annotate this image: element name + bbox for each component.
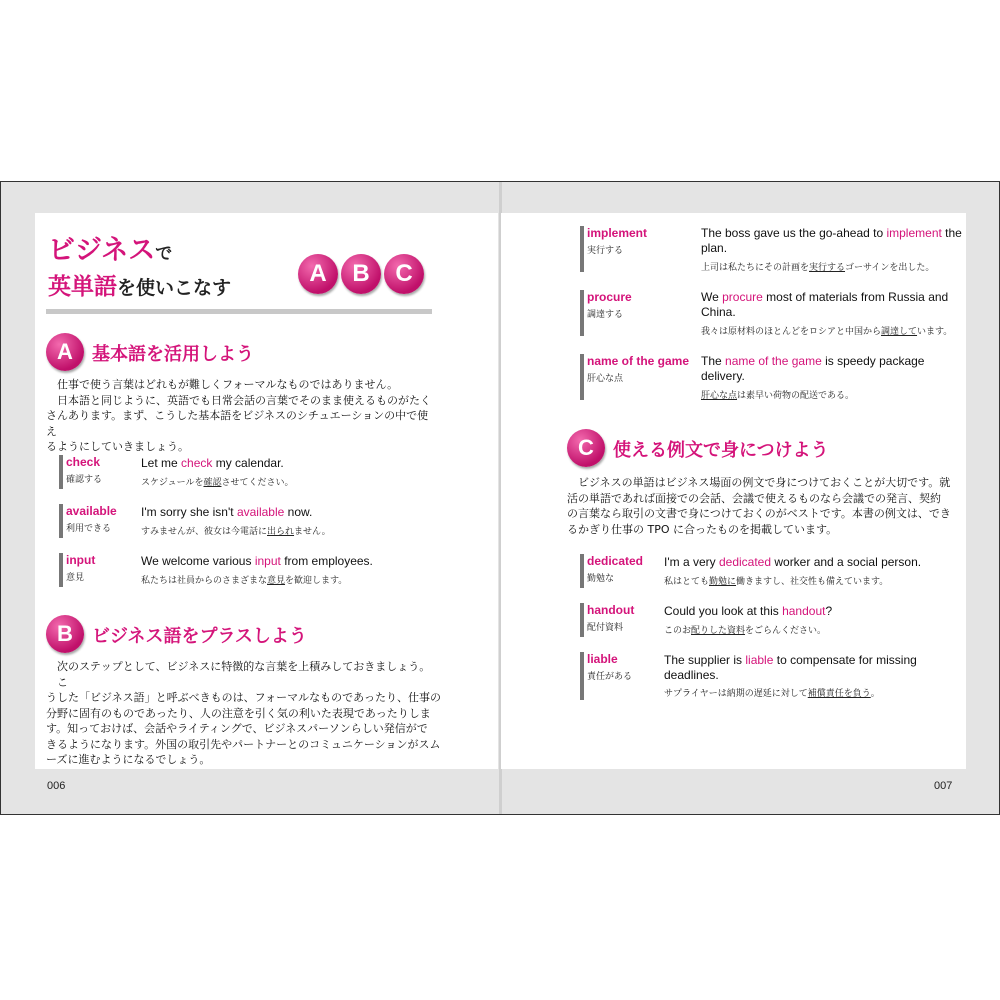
entry-meaning: 利用できる [66, 524, 112, 534]
example-text: my calendar. [212, 456, 284, 470]
entry-word: dedicated [587, 554, 644, 568]
example-highlight: handout [782, 604, 826, 618]
example-ja-text: 働きますし、社交性も備えています。 [736, 577, 889, 587]
entry-bar [59, 553, 63, 587]
entry-example-en [141, 505, 441, 520]
example-text: is speedy package delivery. [701, 354, 925, 383]
example-ja-underline: 実行する [809, 263, 846, 273]
para-line: 活の単語であれば面接での会話、会議で使えるものなら会議での発言、契約 [567, 491, 941, 505]
example-ja-underline: 調達して [881, 327, 918, 337]
example-ja-text: を歓迎します。 [285, 576, 348, 586]
entry-example-ja [141, 524, 331, 537]
entry-example-ja [141, 475, 294, 488]
entry-word: implement [587, 226, 648, 240]
para-line: 仕事で使う言葉はどれもが難しくフォーマルなものではありません。 [57, 378, 399, 391]
section-b-title: ビジネス語をプラスしよう [92, 626, 307, 647]
entry-meaning: 確認する [66, 475, 103, 485]
entry-meaning: 意見 [66, 573, 85, 583]
example-highlight: implement [886, 226, 942, 240]
para-line: の言葉なら取引の文書で身につけておくのがベストです。本書の例文は、でき [567, 507, 951, 520]
entry-example-en [664, 555, 964, 570]
section-c-badge: C [567, 429, 605, 467]
entry-bar [580, 226, 584, 272]
title-particle-de: で [155, 244, 173, 264]
para-line: うした「ビジネス語」と呼ぶべきものは、フォーマルなものであったり、仕事の [46, 691, 442, 704]
entry-example-en [664, 604, 964, 619]
example-ja-underline: 補償責任を負う [807, 689, 871, 699]
para-line: 分野に固有のものであったり、人の注意を引く気の利いた表現であったりしま [46, 706, 431, 720]
entry-example-en [664, 653, 954, 683]
example-highlight: dedicated [718, 555, 772, 569]
entry-meaning: 勤勉な [587, 574, 615, 584]
para-line: 次のステップとして、ビジネスに特徴的な言葉を上積みしておきましょう。こ [57, 660, 431, 689]
entry-word: available [66, 504, 117, 518]
example-ja-underline: 勤勉に [709, 577, 737, 587]
page-number-right: 007 [934, 780, 953, 792]
example-ja-text: スケジュールを [141, 478, 204, 488]
entry-example-en [141, 456, 441, 471]
para-line: 日本語と同じように、英語でも日常会話の言葉でそのまま使えるものがたく [57, 393, 431, 407]
title-word-business: ビジネス [48, 235, 156, 266]
example-text: the plan. [701, 226, 962, 255]
example-ja-underline: 配りした資料 [691, 626, 746, 636]
entry-word: check [66, 455, 101, 469]
example-text: worker and a social person. [771, 555, 922, 569]
example-text: from employees. [280, 554, 373, 568]
entry-example-ja [141, 573, 347, 586]
entry-meaning: 肝心な点 [587, 374, 624, 384]
section-c-paragraph [567, 475, 962, 537]
para-line: るかぎり仕事の TPO に合ったものを掲載しています。 [567, 522, 838, 536]
example-ja-text: すみませんが、彼女は今電話に [141, 527, 268, 537]
entry-bar [59, 504, 63, 538]
section-a-title: 基本語を活用しよう [92, 344, 254, 365]
entry-bar [580, 603, 584, 637]
entry-meaning: 責任がある [587, 672, 633, 682]
example-ja-text: ゴーサインを出した。 [845, 263, 935, 273]
entry-bar [59, 455, 63, 489]
example-highlight: input [254, 554, 281, 568]
example-text: I'm sorry she isn't [141, 505, 237, 519]
entry-example-en [701, 354, 966, 384]
example-ja-text: 。 [870, 689, 880, 699]
section-a-badge: A [46, 333, 84, 371]
para-line: ビジネスの単語はビジネス場面の例文で身につけておくことが大切です。就 [578, 476, 951, 489]
entry-word: procure [587, 290, 632, 304]
example-text: We welcome various [141, 554, 255, 568]
example-ja-underline: 肝心な点 [701, 391, 738, 401]
example-text: ? [825, 604, 833, 618]
example-ja-underline: 確認 [203, 478, 222, 488]
example-text: I'm a very [664, 555, 719, 569]
entry-word: name of the game [587, 354, 690, 368]
example-text: The supplier is [664, 653, 746, 667]
section-b-paragraph [46, 659, 441, 768]
entry-meaning: 配付資料 [587, 623, 624, 633]
entry-example-ja [701, 324, 952, 337]
entry-bar [580, 554, 584, 588]
example-text: We [701, 290, 723, 304]
example-ja-text: 私はとても [664, 577, 710, 587]
section-a-paragraph [46, 377, 436, 455]
example-text: The boss gave us the go-ahead to [701, 226, 887, 240]
title-letter-c-badge: C [384, 254, 424, 294]
entry-bar [580, 652, 584, 700]
section-b-badge: B [46, 615, 84, 653]
example-ja-underline: 意見 [267, 576, 286, 586]
example-ja-text: は素早い荷物の配送である。 [737, 391, 855, 401]
entry-meaning: 実行する [587, 246, 624, 256]
entry-bar [580, 354, 584, 400]
example-highlight: name of the game [725, 354, 822, 368]
example-highlight: procure [722, 290, 763, 304]
example-highlight: available [236, 505, 285, 519]
entry-example-en [141, 554, 441, 569]
entry-meaning: 調達する [587, 310, 624, 320]
entry-example-ja [664, 686, 880, 699]
example-ja-text: います。 [917, 327, 953, 337]
title-underline-rule [46, 309, 432, 314]
example-ja-underline: 出られ [267, 527, 295, 537]
para-line: きるようになります。外国の取引先やパートナーとのコミュニケーションがスム [46, 737, 441, 751]
entry-example-en [701, 226, 966, 256]
example-text: Could you look at this [664, 604, 783, 618]
example-ja-text: サプライヤーは納期の遅延に対して [664, 689, 808, 699]
example-text: most of materials from Russia and China. [701, 290, 949, 319]
example-text: now. [284, 505, 313, 519]
para-line: さんあります。まず、こうした基本語をビジネスのシチュエーションの中で使え [46, 409, 429, 438]
example-ja-text: させてください。 [221, 478, 294, 488]
title-letter-b-badge: B [341, 254, 381, 294]
example-ja-text: 私たちは社員からのさまざまな [141, 576, 268, 586]
title-letter-a-badge: A [298, 254, 338, 294]
title-word-eitango: 英単語 [48, 274, 117, 300]
entry-word: handout [587, 603, 635, 617]
title-line-1 [48, 228, 172, 267]
title-line-2 [48, 268, 231, 301]
title-word-tsukaikonasu: を使いこなす [117, 277, 232, 299]
example-highlight: liable [745, 653, 774, 667]
para-line: ーズに進むようになるでしょう。 [46, 753, 211, 766]
example-ja-text: 上司は私たちにその計画を [701, 263, 810, 273]
example-text: Let me [141, 456, 182, 470]
example-ja-text: このお [664, 626, 692, 636]
example-ja-text: ません。 [294, 527, 331, 537]
entry-example-ja [701, 388, 854, 401]
entry-bar [580, 290, 584, 336]
example-ja-text: をごらんください。 [745, 626, 827, 636]
para-line: す。知っておけば、会話やライティングで、ビジネスパーソンらしい発信がで [46, 722, 428, 735]
entry-word: liable [587, 652, 618, 666]
para-line: るようにしていきましょう。 [46, 440, 189, 453]
example-text: to compensate for missing deadlines. [664, 653, 917, 682]
example-ja-text: 我々は原材料のほとんどをロシアと中国から [701, 327, 882, 337]
entry-example-ja [664, 574, 888, 587]
section-c-title: 使える例文で身につけよう [613, 440, 829, 461]
example-highlight: check [181, 456, 213, 470]
example-text: The [701, 354, 726, 368]
entry-word: input [66, 553, 96, 567]
page-number-left: 006 [47, 780, 66, 792]
entry-example-ja [664, 623, 826, 636]
entry-example-ja [701, 260, 934, 273]
entry-example-en [701, 290, 961, 320]
